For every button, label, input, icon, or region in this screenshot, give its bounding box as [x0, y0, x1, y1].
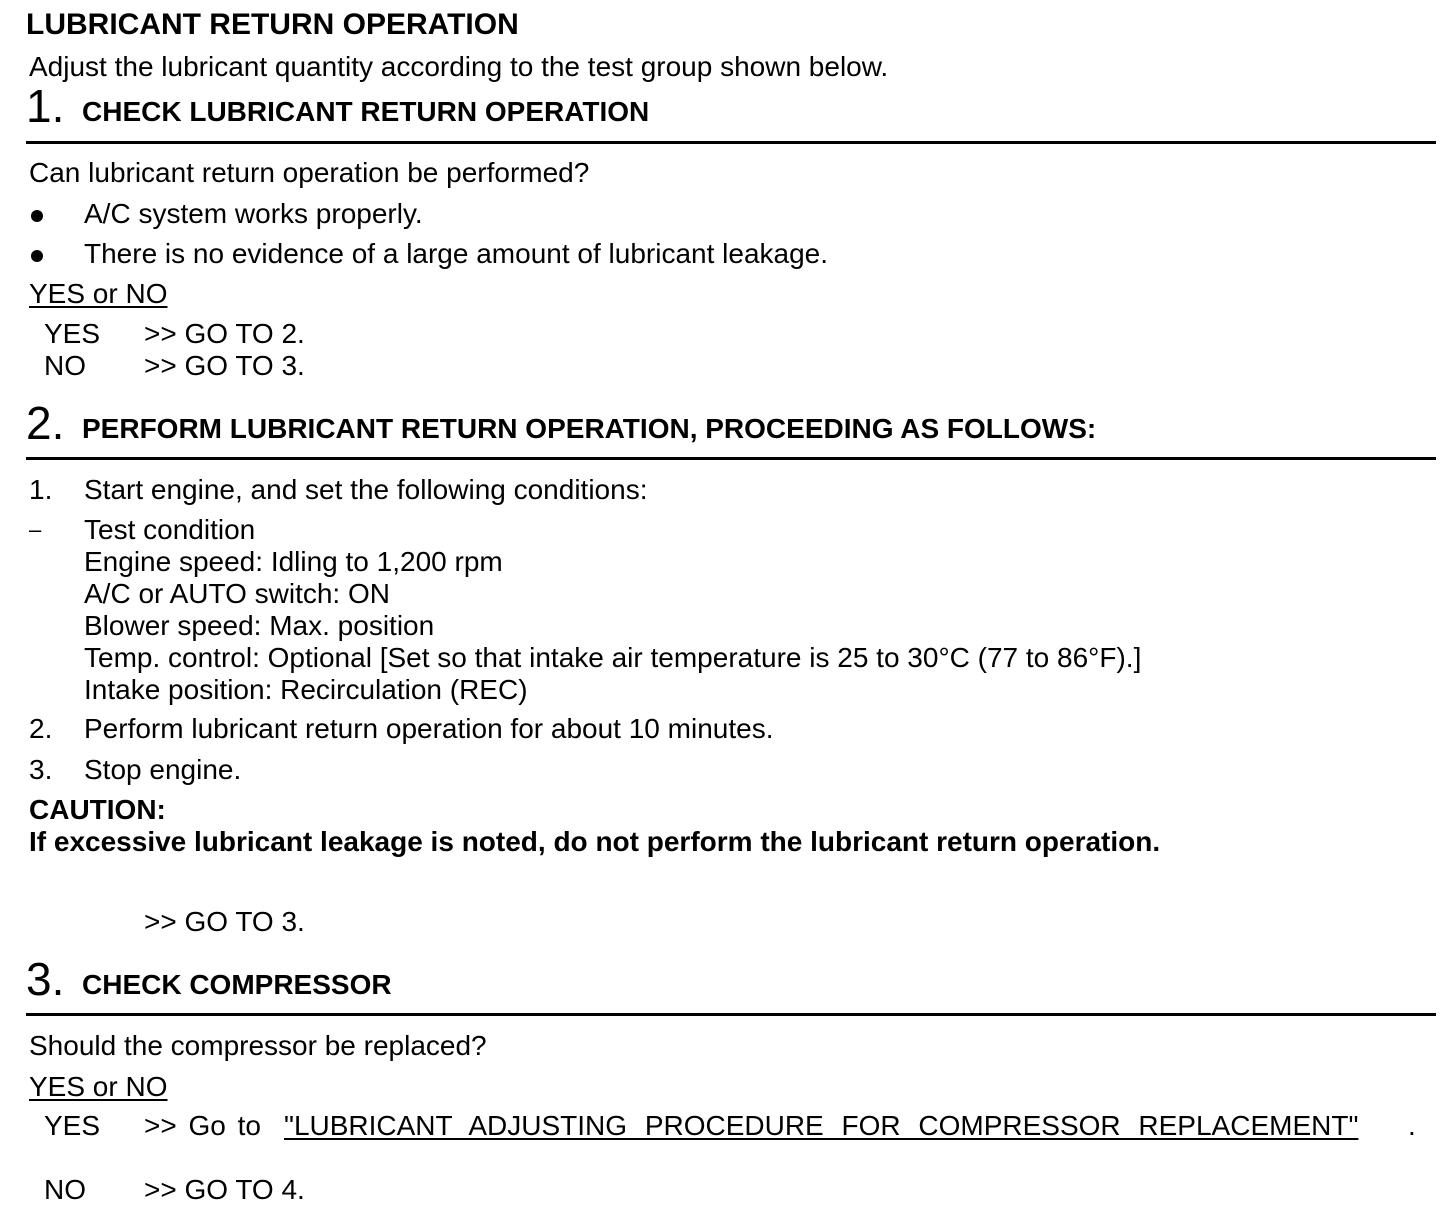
- step-3-yes-suffix: .: [1408, 1110, 1416, 1141]
- step-2-next-action: >> GO TO 3.: [144, 906, 305, 937]
- step-1-yes-action: >> GO TO 2.: [144, 318, 305, 349]
- step-3-heading: CHECK COMPRESSOR: [82, 969, 392, 1000]
- step-3-no-key: NO: [44, 1174, 86, 1205]
- step-1-number: 1.: [26, 80, 65, 132]
- step-1-no-key: NO: [44, 350, 86, 381]
- step-1-bullet-2: There is no evidence of a large amount of lubricant leakage.: [84, 238, 829, 269]
- step-1-no-action: >> GO TO 3.: [144, 350, 305, 381]
- caution-text: If excessive lubricant leakage is noted, do not perform the lubricant return operation.: [29, 826, 1161, 857]
- step-2-dash-marker: –: [29, 517, 42, 542]
- step-2-divider: [26, 457, 1436, 460]
- step-2-item-2-text: Perform lubricant return operation for about 10 minutes.: [84, 713, 774, 744]
- bullet-icon: [31, 210, 43, 222]
- step-3-divider: [26, 1013, 1436, 1016]
- step-3-yes-key: YES: [44, 1110, 101, 1141]
- compressor-replacement-link[interactable]: "LUBRICANT ADJUSTING PROCEDURE FOR COMPRESSOR REPLACEMENT": [284, 1110, 1359, 1141]
- step-3-yes-no-label: YES or NO: [29, 1071, 168, 1102]
- step-1-divider: [26, 141, 1436, 144]
- step-3-question: Should the compressor be replaced?: [29, 1030, 487, 1061]
- step-3-yes-prefix: >> Go to: [144, 1110, 261, 1141]
- caution-label: CAUTION:: [29, 794, 166, 825]
- step-2-heading: PERFORM LUBRICANT RETURN OPERATION, PROCEEDING AS FOLLOWS:: [82, 413, 1097, 444]
- condition-line: Test condition: [84, 514, 256, 545]
- step-3-number: 3.: [26, 953, 65, 1005]
- step-2-item-1-marker: 1.: [29, 474, 53, 505]
- condition-line: A/C or AUTO switch: ON: [84, 578, 390, 609]
- step-1-bullet-1: A/C system works properly.: [84, 198, 423, 229]
- step-1-question: Can lubricant return operation be performed?: [29, 157, 590, 188]
- step-2-number: 2.: [26, 397, 65, 449]
- step-1-heading: CHECK LUBRICANT RETURN OPERATION: [82, 96, 650, 127]
- condition-line: Intake position: Recirculation (REC): [84, 674, 528, 705]
- bullet-icon: [31, 250, 43, 262]
- condition-line: Temp. control: Optional [Set so that intake air temperature is 25 to 30°C (77 to 86°F).]: [84, 642, 1142, 673]
- page-title: LUBRICANT RETURN OPERATION: [26, 8, 519, 41]
- step-2-item-2-marker: 2.: [29, 713, 53, 744]
- step-2-item-3-marker: 3.: [29, 754, 53, 785]
- condition-line: Blower speed: Max. position: [84, 610, 435, 641]
- step-2-item-3-text: Stop engine.: [84, 754, 242, 785]
- step-1-yes-no-label: YES or NO: [29, 278, 168, 309]
- intro-text: Adjust the lubricant quantity according to the test group shown below.: [29, 51, 889, 82]
- step-2-item-1-text: Start engine, and set the following conditions:: [84, 474, 648, 505]
- step-3-no-action: >> GO TO 4.: [144, 1174, 305, 1205]
- condition-line: Engine speed: Idling to 1,200 rpm: [84, 546, 503, 577]
- step-1-yes-key: YES: [44, 318, 101, 349]
